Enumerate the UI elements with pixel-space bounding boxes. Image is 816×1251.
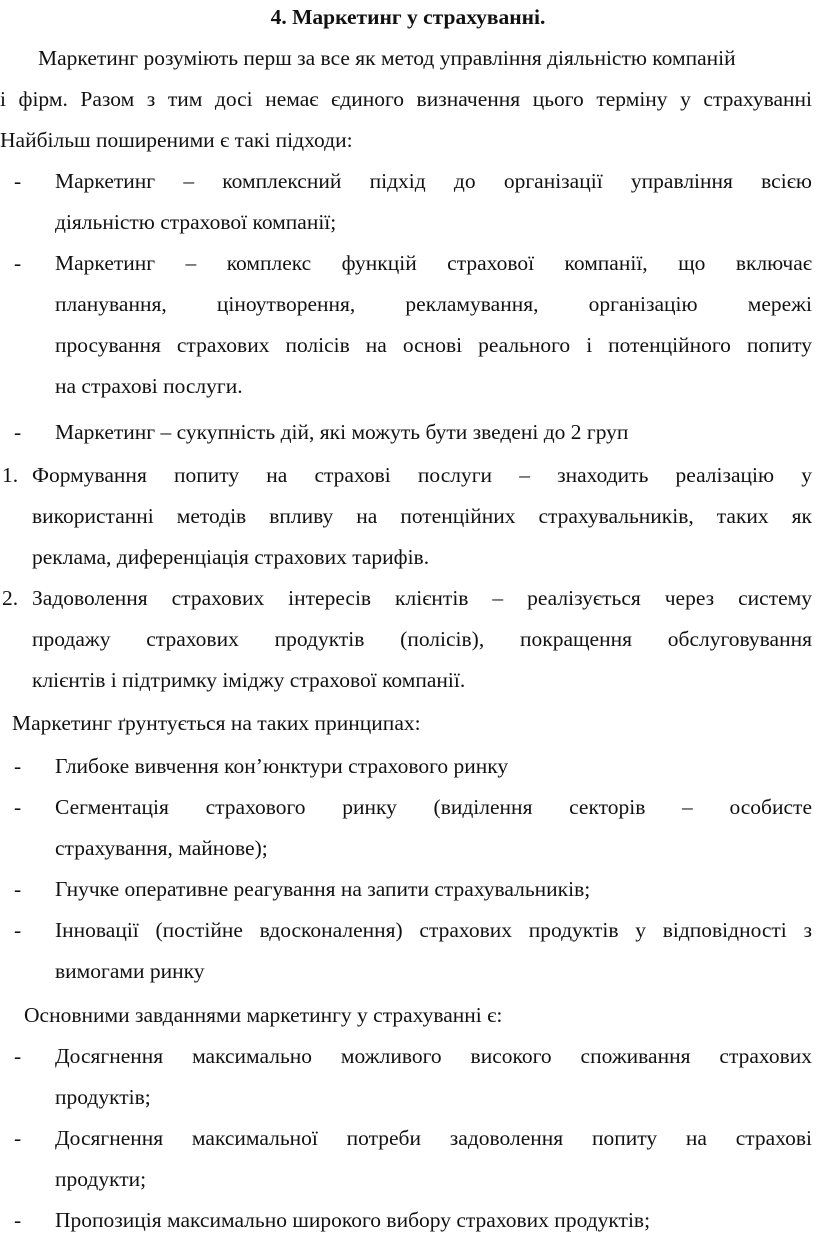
numbered-item-line: Формування попиту на страхові послуги – знаходить реалізацію у — [32, 463, 812, 487]
numbered-item-text — [32, 455, 812, 578]
list-item-text — [55, 787, 812, 869]
principles-intro: Маркетинг ґрунтується на таких принципах: — [12, 711, 421, 735]
list-item-text — [55, 1118, 812, 1200]
list-item-text — [55, 746, 812, 787]
list-item-line: Досягнення максимальної потреби задоволення попиту на страхові — [55, 1126, 812, 1150]
dash-marker: - — [14, 1126, 22, 1150]
list-item-text — [55, 910, 812, 992]
list-item-line: Сегментація страхового ринку (виділення секторів – особисте — [55, 795, 812, 819]
numbered-item-line: продажу страхових продуктів (полісів), покращення обслуговування — [32, 627, 812, 651]
number-marker: 1. — [2, 463, 19, 487]
dash-marker: - — [14, 754, 22, 778]
list-item-line: Маркетинг – сукупність дій, які можуть бути зведені до 2 груп — [55, 420, 629, 444]
dash-marker: - — [14, 420, 22, 444]
numbered-item-text — [32, 578, 812, 701]
list-item-text — [55, 161, 812, 243]
list-item-line: Пропозиція максимально широкого вибору страхових продуктів; — [55, 1208, 651, 1232]
list-item-line: продукти; — [55, 1167, 147, 1191]
list-item-line: на страхові послуги. — [55, 374, 243, 398]
number-marker: 2. — [2, 586, 19, 610]
intro-paragraph — [0, 38, 812, 161]
list-item-text — [55, 1200, 812, 1241]
numbered-item-line: використанні методів впливу на потенційних страхувальників, таких як — [32, 504, 812, 528]
list-item-text — [55, 412, 812, 453]
list-item-text — [55, 1036, 812, 1118]
dash-marker: - — [14, 877, 22, 901]
dash-marker: - — [14, 1208, 22, 1232]
numbered-item-line: реклама, диференціація страхових тарифів. — [32, 545, 430, 569]
list-item-line: Глибоке вивчення кон’юнктури страхового ринку — [55, 754, 509, 778]
list-item-line: страхування, майнове); — [55, 836, 268, 860]
list-item-line: продуктів; — [55, 1085, 151, 1109]
list-item-line: планування, ціноутворення, рекламування, організацію мережі — [55, 292, 812, 316]
list-item-line: Інновації (постійне вдосконалення) страхових продуктів у відповідності з — [55, 918, 812, 942]
list-item-line: Гнучке оперативне реагування на запити страхувальників; — [55, 877, 591, 901]
intro-line: і фірм. Разом з тим досі немає єдиного визначення цього терміну у страхуванні — [0, 87, 812, 111]
dash-marker: - — [14, 795, 22, 819]
dash-marker: - — [14, 251, 22, 275]
list-item-line: просування страхових полісів на основі реального і потенційного попиту — [55, 333, 812, 357]
tasks-intro: Основними завданнями маркетингу у страхуванні є: — [24, 1003, 503, 1027]
list-item-text — [55, 243, 812, 407]
numbered-item-line: Задоволення страхових інтересів клієнтів – реалізується через систему — [32, 586, 812, 610]
list-item-line: діяльністю страхової компанії; — [55, 210, 337, 234]
list-item-line: вимогами ринку — [55, 959, 205, 983]
section-title: 4. Маркетинг у страхуванні. — [270, 5, 546, 29]
list-item-line: Досягнення максимально можливого високого споживання страхових — [55, 1044, 812, 1068]
list-item-line: Маркетинг – комплексний підхід до організації управління всією — [55, 169, 812, 193]
intro-line: Маркетинг розуміють перш за все як метод управління діяльністю компаній — [38, 46, 736, 70]
dash-marker: - — [14, 1044, 22, 1068]
dash-marker: - — [14, 169, 22, 193]
list-item-text — [55, 869, 812, 910]
numbered-item-line: клієнтів і підтримку іміджу страхової компанії. — [32, 668, 466, 692]
list-item-line: Маркетинг – комплекс функцій страхової компанії, що включає — [55, 251, 812, 275]
intro-line: Найбільш поширеними є такі підходи: — [0, 128, 353, 152]
dash-marker: - — [14, 918, 22, 942]
